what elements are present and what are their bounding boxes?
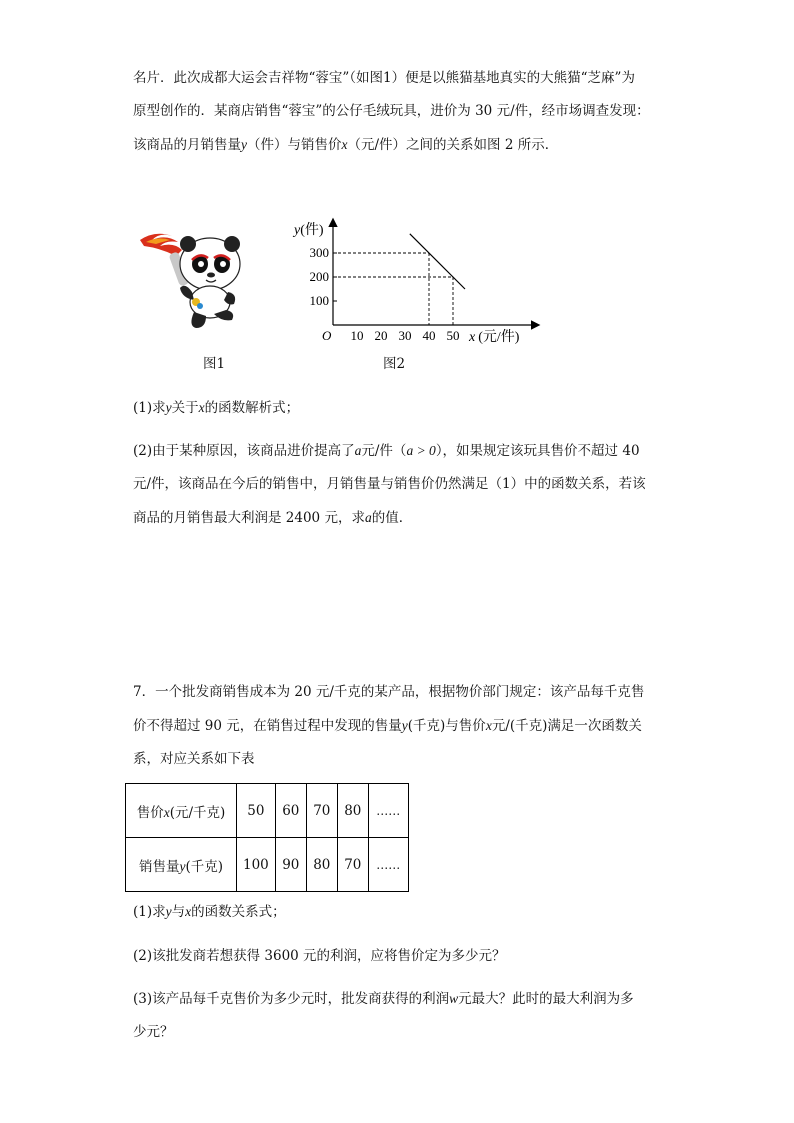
table-cell: 80 (306, 838, 337, 892)
origin-label: O (322, 328, 332, 343)
y-tick-label: 300 (309, 245, 329, 260)
text: 该商品的月销售量 (133, 137, 241, 153)
q7-part-3 (133, 982, 673, 1049)
var-x: x (163, 804, 170, 820)
var-y: y (165, 400, 172, 415)
text: (2)由于某种原因，该商品进价提高了 (133, 443, 355, 459)
var-y: y (401, 718, 408, 733)
table-cell: 90 (275, 838, 306, 892)
var-x: x (185, 904, 192, 919)
x-tick-label: 40 (422, 328, 436, 343)
text: (千克)与售价 (407, 718, 486, 734)
x-axis-label (468, 329, 520, 345)
table-cell: …… (368, 838, 408, 892)
series-line (410, 234, 465, 289)
var-a: a (364, 510, 372, 525)
x-tick-label: 30 (398, 328, 412, 343)
panda-mascot-illustration (130, 222, 255, 332)
intro-line-1: 名片．此次成都大运会吉祥物“蓉宝”（如图1）便是以熊猫基地真实的大熊猫“芝麻”为 (133, 70, 635, 86)
q7-line-3: 系，对应关系如下表 (133, 751, 255, 767)
var-x: x (485, 718, 492, 733)
var-y: y (241, 137, 247, 152)
text: (千克) (185, 858, 224, 875)
var-x: x (198, 400, 205, 415)
table-cell: 50 (237, 784, 276, 838)
var-a: a (354, 443, 362, 458)
q7-part-3-line-2: 少元？ (133, 1024, 174, 1040)
table-cell: 100 (237, 838, 276, 892)
text: 与 (171, 904, 186, 920)
text: 价不得超过 90 元，在销售过程中发现的售量 (133, 718, 402, 734)
dashed-guides (333, 253, 453, 325)
x-axis-unit: (元/件) (478, 330, 520, 345)
text: 销售量 (138, 858, 180, 875)
text: (3)该产品每千克售价为多少元时，批发商获得的利润 (133, 991, 450, 1007)
x-tick-label: 50 (446, 328, 460, 343)
table-cell: 80 (337, 784, 368, 838)
y-axis-label (292, 222, 324, 238)
table-cell: 70 (306, 784, 337, 838)
text: (1)求 (133, 400, 166, 416)
y-axis-unit: (件) (300, 223, 324, 238)
q6-part-2-line-1 (133, 434, 673, 468)
x-tick-label: 10 (350, 328, 364, 343)
x-tick-label: 20 (374, 328, 388, 343)
intro-line-2: 原型创作的．某商店销售“蓉宝”的公仔毛绒玩具，进价为 30 元/件，经市场调查发现： (133, 103, 650, 119)
table-row (126, 838, 409, 892)
text: （件）与销售价 (247, 137, 342, 153)
q7-line-1: 7．一个批发商销售成本为 20 元/千克的某产品，根据物价部门规定：该产品每千克售 (133, 684, 645, 700)
text: (1)求 (133, 904, 166, 920)
price-sales-table (125, 783, 409, 892)
figure-1-caption: 图1 (203, 356, 226, 372)
table-cell: 70 (337, 838, 368, 892)
q6-part-2-line-3 (133, 501, 673, 535)
text: 的函数解析式； (204, 400, 300, 416)
text: 售价 (136, 804, 164, 821)
condition: a > 0 (406, 443, 436, 458)
figure-2-caption: 图2 (383, 356, 406, 372)
q7-line-2 (133, 709, 673, 743)
text: (元/千克) (169, 804, 226, 821)
q6-part-2-line-2: 元/件，该商品在今后的销售中，月销售量与销售价仍然满足（1）中的函数关系，若该 (133, 476, 646, 492)
tick-labels (310, 245, 460, 343)
q7-part-2: (2)该批发商若想获得 3600 元的利润，应将售价定为多少元？ (133, 948, 506, 964)
y-tick-label: 100 (309, 293, 329, 308)
text: 商品的月销售最大利润是 2400 元，求 (133, 510, 365, 526)
text: 的值． (371, 510, 413, 526)
y-tick-label: 200 (309, 269, 329, 284)
x-axis-var: x (469, 330, 476, 345)
var-x: x (341, 137, 348, 152)
figures-row (130, 212, 550, 372)
text: 关于 (171, 400, 199, 416)
q6-part-1 (133, 398, 299, 418)
intro-line-3 (133, 128, 673, 162)
var-y: y (179, 858, 186, 874)
table-header-price (126, 784, 237, 838)
var-w: w (449, 991, 459, 1006)
table-cell: 60 (275, 784, 306, 838)
q7-part-1 (133, 902, 286, 922)
q7-stem (133, 676, 673, 776)
intro-paragraph (133, 62, 673, 162)
var-y: y (165, 904, 172, 919)
text: 元最大？此时的最大利润为多 (458, 991, 634, 1007)
table-row (126, 784, 409, 838)
y-axis-var: y (294, 223, 301, 238)
text: （元/件）之间的关系如图 2 所示． (347, 137, 559, 153)
text: 的函数关系式； (191, 904, 286, 920)
q7-part-3-line-1 (133, 982, 673, 1016)
q6-part-2 (133, 434, 673, 535)
table-header-sales (126, 838, 237, 892)
table-cell: …… (368, 784, 408, 838)
text: 元/(千克)满足一次函数关 (491, 718, 642, 734)
text: ），如果规定该玩具售价不超过 40 (435, 443, 640, 459)
function-graph (290, 212, 550, 372)
text: 元/件（ (361, 443, 407, 459)
